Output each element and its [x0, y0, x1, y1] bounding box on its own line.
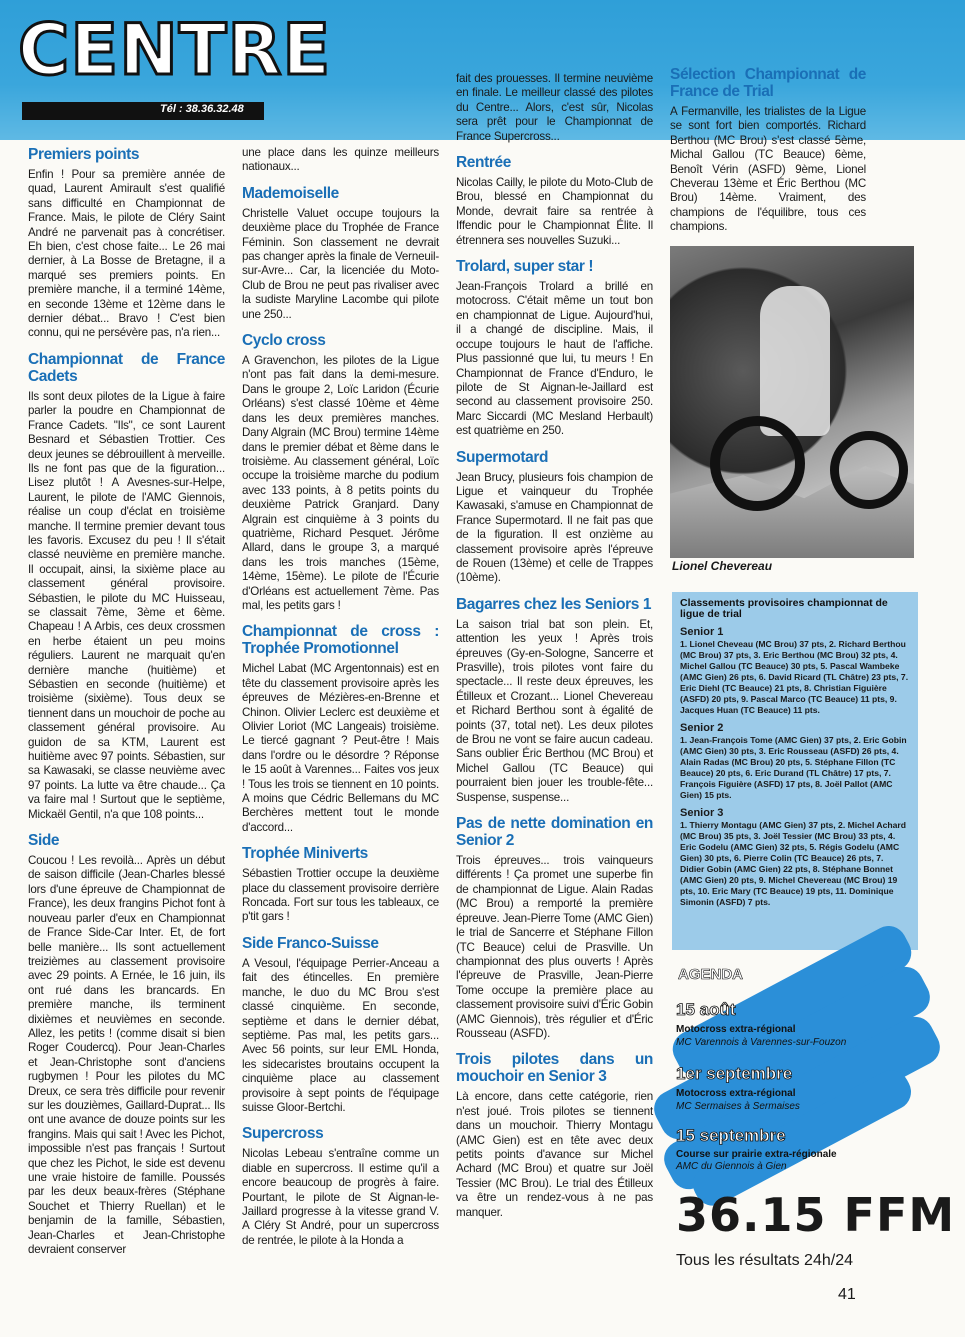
article-body: A Vesoul, l'équipage Perrier-Anceau a fait des étincelles. En première manche, le duo du MC Brou s'est classé cinquième. En seconde, septième et dans le dernier débat, septième. Pas mal, les petits gars... Avec 56 points, sur leur EML Honda, les sidecaristes broutains occupent la cinquième place au classement provisoire à sept points de l'équipage suisse Gloor-Bertchi.: [242, 956, 439, 1114]
article-heading: Bagarres chez les Seniors 1: [456, 595, 652, 613]
article-heading: Sélection Championnat de France de Trial: [670, 66, 866, 100]
article-heading: Side Franco-Suisse: [242, 934, 379, 952]
article-body: Enfin ! Pour sa première année de quad, Laurent Amirault s'est qualifié sans difficulté en Championnat de France. Mais, le pilote de Cléry Saint André ne parvenait pas à concrétiser. Eh bien, c'est chose faite... Le 26 mai dernier, à La Bosse de Bretagne, il a marqué ses premiers points. En première manche, il a terminé 14ème, en seconde 13ème et 12ème dans le dernier débat... Bravo ! C'est bien connu, qui ne persévère pas, n'a rien...: [28, 168, 225, 340]
article-heading: Pas de nette domination en Senior 2: [456, 815, 653, 850]
article-body: Trois épreuves... trois vainqueurs différents ! Ça promet une superbe fin de championnat de Ligue. Alain Radas (MC Brou) a remporté la première épreuve. Jean-Pierre Tome (AMC Gien) le trial de Sancerre et Stéphane Fillon (TC Beauce) celui de Prasville. Un championnat des plus ouverts ! Après l'épreuve de Prasville, Jean-Pierre Tome occupe la première place au classement provisoire suivi d'Éric Gobin (AMC Giennois), très régulier et d'Éric Rousseau (ASFD).: [456, 854, 653, 1040]
event-date: 15 septembre: [676, 1126, 786, 1145]
article-heading: Supermotard: [456, 448, 549, 466]
article-body: Nicolas Cailly, le pilote du Moto-Club de Brou, blessé en Championnat du Monde, devrait faire sa rentrée à Iffendic pour le Championnat Élite. Il étrennera ses nouvelles Suzuki...: [456, 176, 653, 247]
event-date: 15 août: [676, 1000, 736, 1019]
article-body: Christelle Valuet occupe toujours la deuxième place du Trophée de France Féminin. Son classement ne devrait pas changer après la finale de Verneuil-sur-Avre... Car, la licenciée du Moto-Club de Brou ne peut pas rivaliser avec la sudiste Maryline Lacombe qui pilote une 250...: [242, 206, 439, 321]
article-body: une place dans les quinze meilleurs nationaux...: [242, 146, 439, 174]
results-title: Classements provisoires championnat de ligue de trial: [680, 597, 888, 620]
results-group-list: 1. Jean-François Tome (AMC Gien) 37 pts, 2. Eric Gobin (AMC Gien) 30 pts, 3. Eric Rousseau (ASFD) 26 pts, 4. Alain Radas (MC Brou) 20 pts, 5. Stéphane Fillon (TC Beauce) 20 pts, 6. Eric Durand (TL Châtre) 17 pts, 7. François Figuière (ASFD) 17 pts, 8. Joël Pallot (AMC Gien) 15 pts.: [680, 735, 907, 800]
article-body: Ils sont deux pilotes de la Ligue à faire parler la poudre en Championnat de France Cadets. "Ils", ce sont Laurent Besnard et Sébastien Trottier. Ces deux jeunes se débrouillent à merveille. Ils ne font pas que de la figuration... Lisez plutôt ! A Avesnes-sur-Helpe, Laurent, le pilote de l'AMC Giennois, réalise un coup d'éclat en troisième manche. Il termine premier devant tous les favoris. Excusez du peu ! Il s'était classé neuvième en première manche. Il occupait, ainsi, la sixième place au classement général provisoire. Sébastien, le pilote du MC Huisseau, se classait 7ème, 3ème et 6ème. Chapeau ! A Arbis, ces deux crossmen en herbe étaient un peu moins réguliers. Laurent ne marquait qu'en dernière manche (huitième) et Sébastien en seconde (huitième) et troisième (sixième). Tous deux se tiennent dans un mouchoir de poche au classement général provisoire. Au guidon de sa KTM, Laurent est huitième avec 97 points. Sébastien, sur sa Kawasaki, se classe neuvième avec 97 points. La lutte va être chaude... Ça va faire mal ! Surtout que le septième, Mickaël Gentil, n'a que 108 points...: [28, 389, 225, 821]
article-heading: Trolard, super star !: [456, 258, 594, 276]
article-body: Michel Labat (MC Argentonnais) est en tête du classement provisoire après les épreuves de Mézières-en-Brenne et Chinon. Olivier Leclerc est deuxième et Olivier Loriot (MC Langeais) troisième. Le tiercé gagnant ? Peut-être ! Mais dans l'ordre ou le désordre ? Réponse le 15 août à Varennes... Faites vos jeux ! Tous les trois se tiennent en 10 points. A moins que Cédric Bellemans du MC Berchères mettent tout le monde d'accord...: [242, 662, 439, 834]
article-heading: Premiers points: [28, 146, 140, 163]
results-box: [672, 592, 918, 950]
article-heading: Championnat de France Cadets: [28, 350, 225, 385]
photo-caption: Lionel Chevereau: [672, 559, 773, 573]
article-body: Nicolas Lebeau s'entraîne comme un diable en supercross. Il estime qu'il a encore beaucoup de progrès à faire. Pourtant, le pilote de St Aignan-le-Jaillard progresse à la vitesse grand V. A Cléry St André, pour un supercross de rentrée, le pilote à la Honda a: [242, 1147, 439, 1247]
trial-rider-photo: [670, 246, 914, 558]
article-heading: Side: [28, 832, 60, 850]
photo-rear-wheel: [830, 431, 908, 509]
agenda-title: AGENDA: [678, 966, 744, 983]
photo-rider: [760, 286, 830, 436]
agenda-box: [672, 958, 918, 1172]
results-groups: [680, 626, 910, 908]
article-heading: Championnat de cross : Trophée Promotionnel: [242, 623, 439, 658]
article-body: Jean Brucy, plusieurs fois champion de Ligue et vainqueur du Trophée Kawasaki, s'amuse en Championnat de France Supermotard. Il ne fait pas que de la figuration. Il est onzième au classement provisoire après l'épreuve de Rouen (13ème) et celle de Trappes (10ème).: [456, 470, 653, 585]
article-body: fait des prouesses. Il termine neuvième en finale. Le meilleur classé des pilotes du Centre... Alors, c'est sûr, Nicolas sera prêt pour le Championnat de France Supercross...: [456, 72, 653, 143]
article-heading: Trois pilotes dans un mouchoir en Senior 3: [456, 1051, 653, 1086]
column-4: [670, 66, 866, 235]
article-body: Jean-François Trolard a brillé en motocross. C'était même un tout bon en championnat de Ligue. Aujourd'hui, il a changé de discipline. Mais, il occupe toujours le haut de l'affiche. Plus passionné que lui, tu meurs ! En Championnat de France d'Enduro, le pilote de St Aignan-le-Jaillard est second au classement provisoire 250. Marc Siccardi (MC Mesland Herbault) est quatrième en 250.: [456, 280, 653, 438]
phone-number: Tél : 38.36.32.48: [160, 103, 244, 115]
article-body: Là encore, dans cette catégorie, rien n'est joué. Trois pilotes se tiennent dans un mouchoir. Thierry Montagu (AMC Gien) est en tête avec deux petits points d'avance sur Michel Achard (MC Brou) et quatre sur Joël Tessier (MC Brou). Le trial des Étilleux va être un rendez-vous à ne pas manquer.: [456, 1090, 653, 1219]
results-group-title: Senior 3: [680, 807, 724, 819]
article-body: Coucou ! Les revoilà... Après un début de saison difficile (Jean-Charles blessé lors d'une épreuve de Championnat de France), les deux frangins Pichot font à nouveau parler d'eux en Championnat de France Side-Car Inter. Et, de fort belle manière... Ils sont actuellement treizièmes au classement provisoire avec 29 points. A Ernée, le 16 juin, ils ont rué dans les brancards. En première manche, ils terminent dixièmes et neuvièmes en seconde. Allez, les petits ! (comme disait si bien Roger Coudercq). Pour Jean-Charles et Jean-Christophe sont d'anciens rugbymen ! Pour les pilotes du MC Dreux, ce sera très difficile pour revenir sur les douzièmes, Gaillard-Duprat... Ils ont une avance de douze points sur les frangins. Mais qui sait ! Avec les Pichot, impossible n'est pas français ! Surtout que chez les Pichot, le side est devenu une vraie histoire de famille. Poussés par les deux beaux-frères (Stéphane Souchet et Thierry Ruellan) et le benjamin de la famille, Sébastien, Jean-Charles et Jean-Christophe devraient conserver: [28, 854, 225, 1257]
article-heading: Mademoiselle: [242, 184, 339, 202]
article-body: Sébastien Trottier occupe la deuxième place du classement provisoire derrière Roncada. Fort sur tous les tableaux, ce p'tit gars !: [242, 867, 439, 924]
column-3: [456, 72, 653, 1220]
article-body: A Fermanville, les trialistes de la Ligue se sont fort bien comportés. Richard Berthou (MC Brou) s'est classé 5ème, Michal Gallou (TC Beauce) 6ème, Benoît Vérin (ASFD) 9ème, Lionel Cheverau 13ème et Éric Berthou (MC Brou) 14ème. Vraiment, des champions de l'équilibre, tous ces champions.: [670, 105, 866, 234]
article-heading: Rentrée: [456, 154, 511, 172]
event-name: Motocross extra-régional: [676, 1024, 796, 1035]
column-1: [28, 146, 225, 1257]
results-group-list: 1. Thierry Montagu (AMC Gien) 37 pts, 2. Michel Achard (MC Brou) 35 pts, 3. Joël Tessier (MC Brou) 33 pts, 4. Eric Godelu (AMC Gien) 32 pts, 5. Régis Godelu (AMC Gien) 30 pts, 6. Pierre Colin (TC Beauce) 26 pts, 7. Didier Gobin (AMC Gien) 22 pts, 8. Stéphane Bonnet (AMC Gien) 20 pts, 9. Michel Chevereau (MC Brou) 19 pts, 10. Eric Mary (TC Beauce) 19 pts, 11. Dominique Simonin (ASFD) 7 pts.: [680, 820, 907, 907]
article-body: A Gravenchon, les pilotes de la Ligue n'ont pas fait dans la demi-mesure. Dans le groupe 2, Loïc Laridon (Écurie Orléans) s'est classé 10ème et 4ème dans les deux premières manches. Dany Algrain (MC Brou) termine 14ème dans le premier débat et 8ème dans le troisième. Au classement général, Loïc occupe la troisième marche du podium avec 133 points, à 8 petits points du deuxième Patrick Granjard. Dany Algrain est cinquième à 3 points du quatrième, Richard Pesquet. Jérôme Allard, dans le groupe 3, a marqué dans les trois manches (15ème, 14ème, 15ème). Le pilote de l'Écurie d'Orléans est actuellement 7ème. Pas mal, les petits gars !: [242, 354, 439, 612]
results-group-title: Senior 1: [680, 626, 724, 638]
minitel-service: 36.15 FFM: [676, 1188, 956, 1242]
article-heading: Cyclo cross: [242, 332, 326, 350]
photo-front-wheel: [710, 416, 805, 511]
event-date: 1er septembre: [676, 1064, 793, 1083]
event-place: AMC du Giennois à Gien: [676, 1161, 787, 1172]
minitel-tagline: Tous les résultats 24h/24: [676, 1252, 853, 1269]
article-heading: Supercross: [242, 1125, 324, 1143]
event-place: MC Varennois à Varennes-sur-Fouzon: [676, 1037, 847, 1048]
article-heading: Trophée Miniverts: [242, 845, 368, 863]
article-body: La saison trial bat son plein. Et, attention les yeux ! Après trois épreuves (Gy-en-Sologne, Sancerre et Prasville), trois pilotes vont faire du spectacle... Il reste deux épreuves, les Étilleux et Crozant... Lionel Chevereau et Richard Berthou sont à égalité de points (37, total net). Les deux pilotes de Brou ne vont se faire aucun cadeau. Sans oublier Éric Berthou (MC Brou) et Michel Gallou (TC Beauce) qui pourraient bien jouer les trouble-fête... Suspense, suspense...: [456, 617, 653, 804]
column-2: [242, 146, 439, 1248]
page-number: 41: [838, 1286, 856, 1303]
results-group-list: 1. Lionel Cheveau (MC Brou) 37 pts, 2. Richard Berthou (MC Brou) 37 pts, 3. Eric Berthou (MC Brou) 32 pts, 4. Michel Gallou (TC Beauce) 30 pts, 5. Pascal Wambeke (AMC Gien) 26 pts, 6. David Ricard (TL Châtre) 23 pts, 7. Eric Diehl (TC Beauce) 21 pts, 8. Christian Figuière (ASFD) 20 pts, 9. Pascal Marco (TC Beauce) 11 pts, 9. Jacques Huan (TC Beauce) 11 pts.: [680, 639, 909, 715]
event-name: Motocross extra-régional: [676, 1088, 796, 1099]
event-place: MC Sermaises à Sermaises: [676, 1101, 800, 1112]
section-title: CENTRE: [18, 9, 332, 91]
results-group-title: Senior 2: [680, 722, 724, 734]
event-name: Course sur prairie extra-régionale: [676, 1149, 837, 1160]
